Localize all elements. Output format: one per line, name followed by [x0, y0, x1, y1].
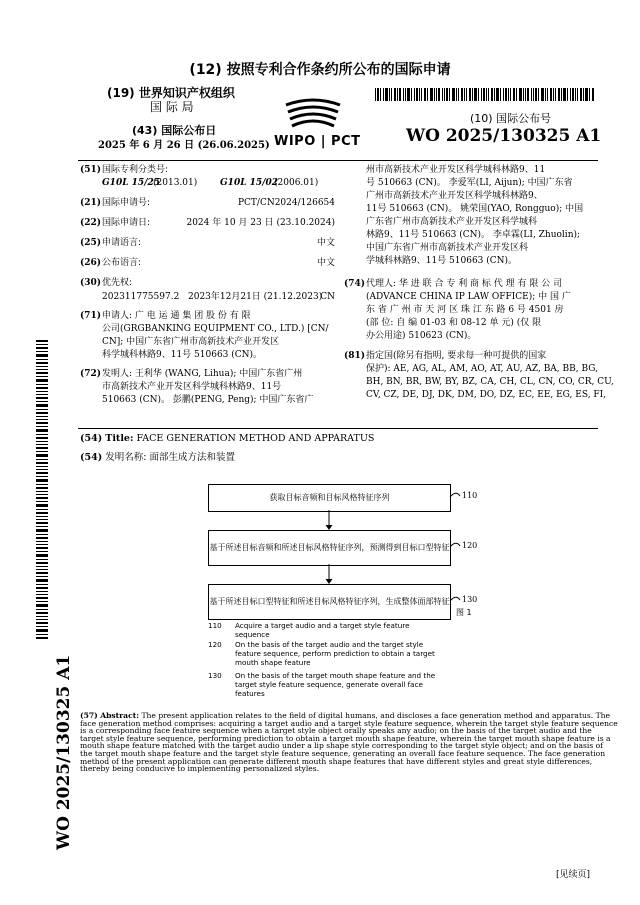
wipo-logo — [268, 93, 361, 153]
doc-type-title: (12) 按照专利合作条约所公布的国际申请 — [189, 62, 451, 78]
applicant-line: 申请人: 广 电 运 通 集 团 股 份 有 限 — [102, 311, 251, 321]
wipo-emblem-icon — [268, 93, 358, 133]
title-en-value: FACE GENERATION METHOD AND APPARATUS — [136, 433, 375, 444]
ipc-class-1: G10L 15/25 — [102, 178, 161, 188]
legend-num: 120 — [208, 640, 222, 649]
title-en-num: (54) — [80, 433, 103, 444]
pubno-label: (10) 国际公布号 — [470, 112, 552, 125]
designated-states-line: 保护): AE, AG, AL, AM, AO, AT, AU, AZ, BA, BB, BG, — [366, 364, 598, 374]
inventor-cont-line: 广州市高新技术产业开发区科学城科林路9、 — [366, 191, 543, 201]
field-21-num: (21) — [80, 198, 102, 208]
priority-country: CN — [320, 292, 335, 302]
legend-num: 110 — [208, 621, 222, 630]
field-51-num: (51) — [80, 165, 102, 175]
flowchart-connectors — [200, 480, 500, 625]
ref-leader — [450, 493, 460, 497]
ref-leader — [450, 543, 460, 547]
pubdate-label: (43) 国际公布日 — [132, 124, 217, 137]
abstract-text: thereby being conducive to implementing personalized styles. — [80, 764, 320, 774]
applicant-line: 公司(GRGBANKING EQUIPMENT CO., LTD.) [CN/ — [102, 324, 329, 334]
org-bureau: 国 际 局 — [150, 100, 194, 114]
flow-box-step-130: 基于所述目标口型特征和所述目标风格特征序列，生成整体面部特征 — [208, 584, 451, 620]
legend-text: features — [235, 689, 265, 698]
inventor-cont-line: 州市高新技术产业开发区科学城科林路9、11 — [366, 165, 546, 175]
field-30-num: (30) — [80, 278, 102, 288]
title-zh-num: (54) — [80, 452, 103, 463]
legend-text: On the basis of the target audio and the target style — [235, 640, 424, 649]
abstract-num: (57) — [80, 711, 98, 720]
org-name: (19) 世界知识产权组织 — [107, 86, 235, 100]
legend-text: sequence — [235, 630, 270, 639]
abstract-text: mouth shape feature matched with the target audio under a lip shape style corresponding to the target style object; and on the basis of — [80, 741, 604, 751]
applicant-line: 科学城科林路9、11号 510663 (CN)。 — [102, 350, 263, 360]
ipc-class-2: G10L 15/02 — [220, 178, 279, 188]
pubdate-value: 2025 年 6 月 26 日 (26.06.2025) — [98, 140, 270, 151]
designated-states-line: 指定国(除另有指明, 要求每一种可提供的国家 — [366, 351, 547, 361]
agent-line: 东 省 广 州 市 天 河 区 珠 江 东 路 6 号 4501 房 — [366, 305, 564, 315]
abstract-text: is a corresponding face feature sequence when a target style object orally speaks any audio; on the basis of the target audio and the — [80, 726, 592, 736]
inventor-cont-line: 号 510663 (CN)。 李爱军(LI, Aijun); 中国广东省 — [366, 178, 573, 188]
ipc-class-1-date: (2013.01) — [153, 178, 198, 188]
field-72-num: (72) — [80, 369, 102, 379]
abstract-text: face generation method comprises: acquiring a target audio and a target style feature sequence, wherein the target style feature sequence — [80, 718, 618, 728]
inventor-cont-line: 中国广东省广州市高新技术产业开发区科 — [366, 243, 529, 253]
abstract-text: The present application relates to the field of digital humans, and discloses a face generation method and apparatus. The — [141, 711, 611, 720]
priority-date: 2023年12月21日 (21.12.2023) — [188, 292, 323, 302]
abstract-text: the target mouth shape feature and the target style feature sequence, generating an overall face feature sequence. The face generation — [80, 748, 606, 758]
field-26-num: (26) — [80, 258, 102, 268]
field-25-label: 申请语言: — [102, 238, 142, 248]
field-30-label: 优先权: — [102, 278, 133, 288]
designated-states-line: BH, BN, BR, BW, BY, BZ, CA, CH, CL, CN, CO, CR, CU, — [366, 377, 614, 387]
title-en-label: Title: — [105, 433, 134, 444]
flow-box-step-120: 基于所述目标音频和所述目标风格特征序列，预测得到目标口型特征 — [208, 530, 451, 566]
title-zh-value: 面部生成方法和装置 — [149, 452, 235, 463]
inventor-cont-line: 林路9、11号 510663 (CN)。 李卓霖(LI, Zhuolin); — [366, 230, 581, 240]
continued-note: [见续页] — [556, 870, 591, 880]
side-publication-number: WO 2025/130325 A1 — [54, 654, 74, 850]
legend-text: mouth shape feature — [235, 658, 311, 667]
ref-leader — [450, 597, 460, 601]
legend-text: On the basis of the target mouth shape feature and the — [235, 671, 436, 680]
agent-line: (ADVANCE CHINA IP LAW OFFICE); 中 国 广 — [366, 292, 571, 302]
title-zh-label: 发明名称: — [105, 452, 147, 463]
inventor-cont-line: 11号 510663 (CN)。 姚荣国(YAO, Rongguo); 中国 — [366, 204, 584, 214]
abstract-label: Abstract: — [100, 711, 140, 720]
field-21-label: 国际申请号: — [102, 198, 151, 208]
barcode-top — [375, 88, 595, 101]
figure-caption: 图 1 — [456, 608, 472, 617]
legend-text: target style feature sequence, generate overall face — [235, 680, 423, 689]
field-22-label: 国际申请日: — [102, 218, 151, 228]
ref-120: 120 — [462, 541, 478, 550]
field-22-num: (22) — [80, 218, 102, 228]
flow-box-step-110: 获取目标音频和目标风格特征序列 — [208, 484, 451, 512]
field-25-num: (25) — [80, 238, 102, 248]
agent-line: 办公用途) 510623 (CN)。 — [366, 331, 477, 341]
field-21-value: PCT/CN2024/126654 — [237, 198, 335, 208]
abstract-text: target style feature sequence, performing prediction to obtain a target mouth shape feature, wherein the target mouth shape feature is a — [80, 733, 611, 743]
applicant-line: CN]; 中国广东省广州市高新技术产业开发区 — [102, 337, 280, 347]
inventor-line: 510663 (CN)。 彭鹏(PENG, Peng); 中国广东省广 — [102, 395, 314, 405]
priority-app-number: 202311775597.2 — [102, 292, 180, 302]
ref-130: 130 — [462, 595, 478, 604]
abstract — [80, 711, 618, 774]
title-en — [80, 434, 374, 444]
legend-text: feature sequence, perform prediction to obtain a target — [235, 649, 435, 658]
field-26-label: 公布语言: — [102, 258, 142, 268]
field-74-num: (74) — [344, 279, 366, 289]
field-51-label: 国际专利分类号: — [102, 165, 169, 175]
field-81-num: (81) — [344, 351, 366, 361]
header-rule — [78, 160, 598, 161]
agent-line: (部 位: 自 编 01-03 和 08-12 单 元) (仅 限 — [366, 318, 542, 328]
title-zh — [80, 453, 235, 463]
inventor-line: 发明人: 王利华 (WANG, Lihua); 中国广东省广州 — [102, 369, 303, 379]
ipc-class-2-date: (2006.01) — [274, 178, 319, 188]
abstract-text: method of the present application can generate different mouth shape features that have different styles and great style differences, — [80, 756, 593, 766]
pubno-value: WO 2025/130325 A1 — [406, 126, 602, 146]
legend-num: 130 — [208, 671, 222, 680]
field-71-num: (71) — [80, 311, 102, 321]
inventor-cont-line: 学城科林路9、11号 510663 (CN)。 — [366, 256, 518, 266]
designated-states-line: CV, CZ, DE, DJ, DK, DM, DO, DZ, EC, EE, EG, ES, FI, — [366, 390, 607, 400]
ref-110: 110 — [462, 491, 478, 500]
flow-arrowhead — [326, 579, 333, 584]
wipo-logo-text: WIPO | PCT — [274, 134, 361, 149]
field-22-value: 2024 年 10 月 23 日 (23.10.2024) — [186, 218, 335, 228]
agent-line: 代理人: 华 进 联 合 专 利 商 标 代 理 有 限 公 司 — [366, 279, 563, 289]
flow-arrowhead — [326, 525, 333, 530]
legend-text: Acquire a target audio and a target style feature — [235, 621, 410, 630]
inventor-line: 市高新技术产业开发区科学城科林路9、11号 — [102, 382, 282, 392]
title-rule — [78, 428, 598, 429]
field-26-value: 中文 — [316, 258, 335, 268]
field-25-value: 中文 — [316, 238, 335, 248]
inventor-cont-line: 广东省广州市高新技术产业开发区科学城科 — [366, 217, 538, 227]
barcode-vertical — [36, 340, 48, 640]
